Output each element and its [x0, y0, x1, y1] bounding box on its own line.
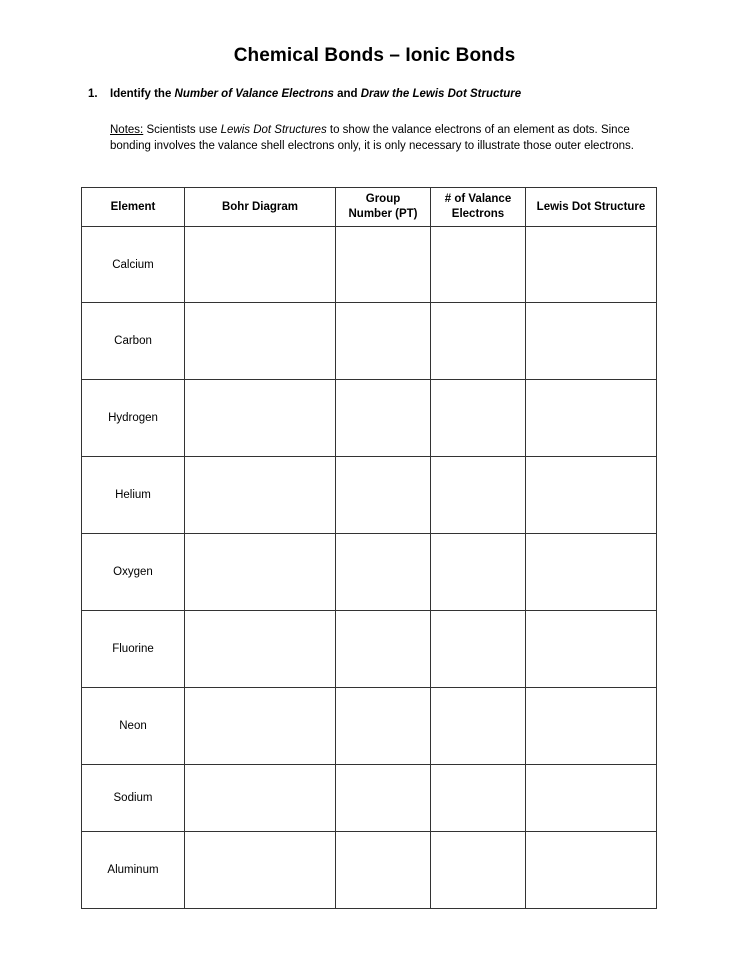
header-row	[82, 188, 657, 227]
table-row	[82, 380, 657, 457]
group-number-cell[interactable]	[336, 611, 431, 688]
valance-electrons-cell[interactable]	[431, 534, 526, 611]
table-row	[82, 611, 657, 688]
group-number-cell[interactable]	[336, 688, 431, 765]
valance-electrons-cell[interactable]	[431, 380, 526, 457]
element-name: Aluminum	[82, 832, 185, 909]
group-number-cell[interactable]	[336, 534, 431, 611]
valance-electrons-cell[interactable]	[431, 832, 526, 909]
lewis-dot-cell[interactable]	[526, 303, 657, 380]
element-name: Hydrogen	[82, 380, 185, 457]
group-number-cell[interactable]	[336, 303, 431, 380]
table-row	[82, 765, 657, 832]
element-name: Calcium	[82, 227, 185, 303]
valance-electrons-cell[interactable]	[431, 765, 526, 832]
element-name: Fluorine	[82, 611, 185, 688]
bohr-diagram-cell[interactable]	[185, 832, 336, 909]
valance-electrons-cell[interactable]	[431, 688, 526, 765]
question-1	[88, 88, 521, 100]
element-name: Oxygen	[82, 534, 185, 611]
bohr-diagram-cell[interactable]	[185, 380, 336, 457]
lewis-dot-cell[interactable]	[526, 832, 657, 909]
question-text-part2: Number of Valance Electrons	[174, 88, 334, 100]
bohr-diagram-cell[interactable]	[185, 765, 336, 832]
table-row	[82, 534, 657, 611]
notes-text-part3: to show the valance electrons of an element as dots. Since bonding involves the valance shell electrons only, it is only necessary to illustrate those outer electrons.	[110, 124, 634, 152]
element-name: Sodium	[82, 765, 185, 832]
header-valance-line1: # of Valance	[444, 193, 512, 205]
group-number-cell[interactable]	[336, 457, 431, 534]
page-title: Chemical Bonds – Ionic Bonds	[233, 45, 516, 66]
question-text-part1: Identify the	[110, 88, 175, 100]
bohr-diagram-cell[interactable]	[185, 688, 336, 765]
valance-electrons-cell[interactable]	[431, 611, 526, 688]
lewis-dot-cell[interactable]	[526, 457, 657, 534]
header-group-number	[336, 188, 431, 227]
element-name: Neon	[82, 688, 185, 765]
question-number: 1.	[88, 88, 98, 100]
bohr-diagram-cell[interactable]	[185, 457, 336, 534]
element-name: Helium	[82, 457, 185, 534]
valance-electrons-cell[interactable]	[431, 303, 526, 380]
table-row	[82, 303, 657, 380]
bohr-diagram-cell[interactable]	[185, 611, 336, 688]
lewis-dot-cell[interactable]	[526, 380, 657, 457]
group-number-cell[interactable]	[336, 832, 431, 909]
header-group-line1: Group	[365, 193, 401, 205]
lewis-dot-cell[interactable]	[526, 227, 657, 303]
lewis-dot-cell[interactable]	[526, 534, 657, 611]
valance-electrons-cell[interactable]	[431, 457, 526, 534]
header-valance-electrons	[431, 188, 526, 227]
header-group-line2: Number (PT)	[348, 208, 418, 220]
group-number-cell[interactable]	[336, 380, 431, 457]
table-row	[82, 457, 657, 534]
question-text-part3: and	[333, 88, 361, 100]
header-lewis-dot-structure: Lewis Dot Structure	[526, 188, 657, 227]
bohr-diagram-cell[interactable]	[185, 227, 336, 303]
table-row	[82, 832, 657, 909]
bohr-diagram-cell[interactable]	[185, 534, 336, 611]
lewis-dot-cell[interactable]	[526, 688, 657, 765]
table-row	[82, 227, 657, 303]
lewis-dot-cell[interactable]	[526, 765, 657, 832]
notes-text-part1: Scientists use	[143, 124, 221, 136]
notes-text-part2: Lewis Dot Structures	[220, 124, 327, 136]
lewis-dot-cell[interactable]	[526, 611, 657, 688]
notes-label: Notes:	[110, 124, 144, 136]
bohr-diagram-cell[interactable]	[185, 303, 336, 380]
element-name: Carbon	[82, 303, 185, 380]
table-row	[82, 688, 657, 765]
header-valance-line2: Electrons	[451, 208, 505, 220]
worksheet-table	[81, 187, 657, 909]
group-number-cell[interactable]	[336, 227, 431, 303]
header-element: Element	[82, 188, 185, 227]
question-text-part4: Draw the Lewis Dot Structure	[360, 88, 522, 100]
header-bohr-diagram: Bohr Diagram	[185, 188, 336, 227]
valance-electrons-cell[interactable]	[431, 227, 526, 303]
group-number-cell[interactable]	[336, 765, 431, 832]
notes-paragraph	[110, 123, 670, 154]
